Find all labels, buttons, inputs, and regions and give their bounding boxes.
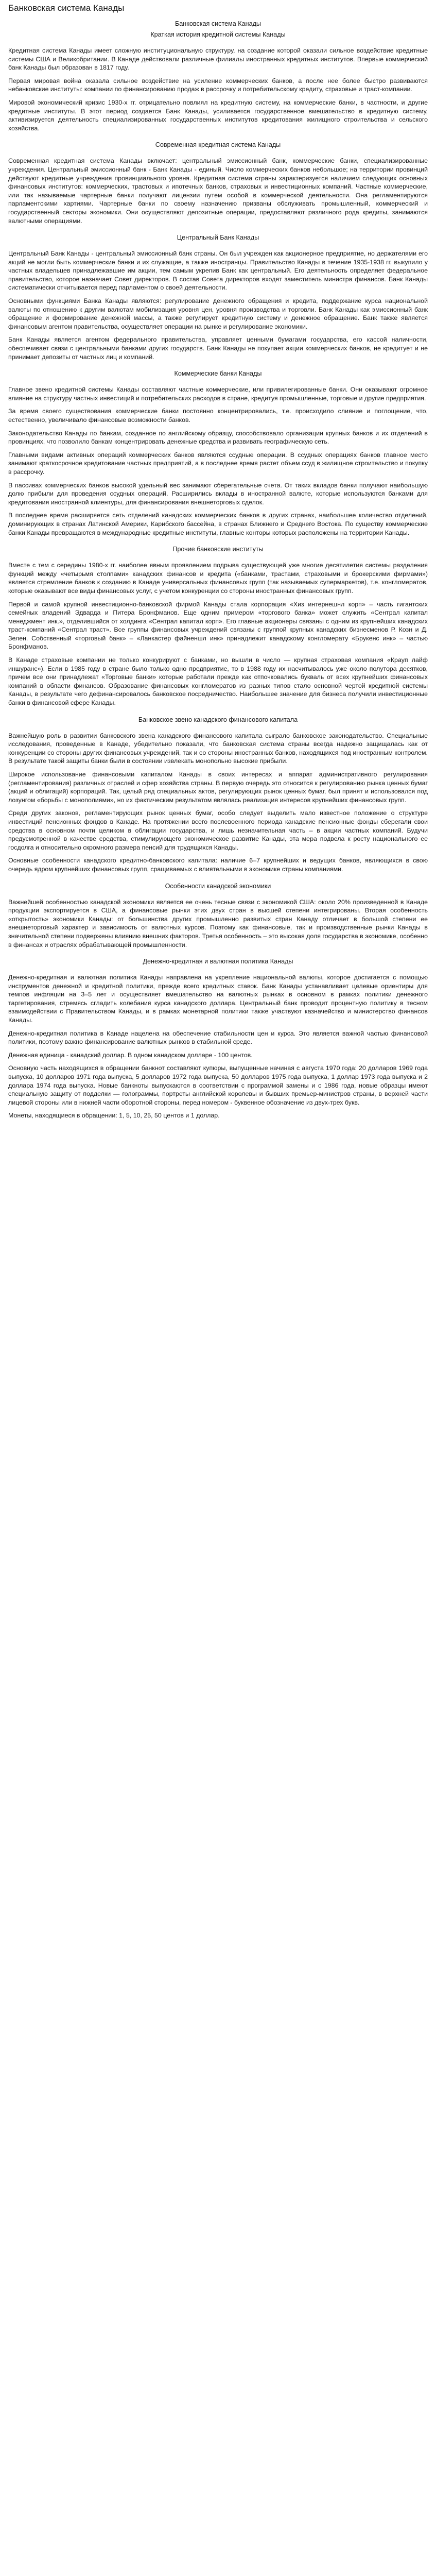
section xyxy=(8,957,428,1120)
document-title: Банковская система Канады xyxy=(8,3,125,13)
paragraph: За время своего существования коммерческие банки постоянно концентрировались, т.е. происходило слияние и поглощение, что, естественно, увеличивало финансовые возможности банков. xyxy=(8,408,428,423)
paragraph: Широкое использование финансовыми капиталом Канады в своих интересах и аппарат административного регулирования (регламентирования) различных отраслей и сфер хозяйства страны. В первую очередь это относится к регулированию рынка ценных бумаг (акций и облигаций) корпораций. Так, целый ряд специальных актов, регулирующих рынок ценных бумаг, был принят и использовался под лозунгом «борьбы с монополиями», но их фактическим результатом являлась реализация интересов крупнейших финансовых групп. xyxy=(8,771,428,804)
paragraph: Мировой экономический кризис 1930-х гг. отрицательно повлиял на кредитную систему, на коммерческие банки, в частности, и другие кредитные институты. В этот период создается Банк Канады, усиливается государственное вмешательство в кредитную систему, активизируется деятельность специализированных государственных институтов кредитования жилищного строительства и сельского хозяйства. xyxy=(8,98,428,132)
paragraph: Основными функциями Банка Канады являются: регулирование денежного обращения и кредита, поддержание курса национальной валюты по отношению к другим валютам мобилизация уровня цен, уровня производства и торговли. Банк Канады как эмиссионный банк обращение и формирование денежной массы, а также регулирует кредитную систему и денежное обращение. Банк также является финансовым агентом правительства, осуществляет операции на рынке и регулирование экономики. xyxy=(8,297,428,330)
paragraph: Центральный Банк Канады - центральный эмиссионный банк страны. Он был учрежден как акционерное предприятие, но держателями его акций не могли быть коммерческие банки и их служащие, а также иностранцы. Правительство Канады в течение 1935-1938 гг. выкупило у частных владельцев принадлежавшие им акции, тем самым укрепив Банк как центральный. Его деятельность определяет федеральное правительство, которое назначает Совет директоров. В состав Совета директоров входят заместитель министра финансов. Банк Канады систематически отчитывается перед парламентом о своей деятельности. xyxy=(8,250,428,292)
paragraph: Кредитная система Канады имеет сложную институциональную структуру, на создание которой оказали сильное воздействие кредитные системы США и Великобритании. В Канаде действовали различные филиалы иностранных кредитных институтов. Впервые коммерческий банк Канады был образован в 1817 году. xyxy=(8,47,428,72)
section xyxy=(8,716,428,874)
paragraph: Денежно-кредитная и валютная политика Канады направлена на укрепление национальной валюты, которое достигается с помощью инструментов денежной и кредитной политики, прежде всего кредитных ставок. Банк Канады устанавливает целевые ориентиры для темпов инфляции на 3–5 лет и осуществляет вмешательство на валютных рынках в основном в рамках политики денежного таргетирования, стремясь сгладить колебания курса канадского доллара. Центральный банк проводит процентную политику в тесном взаимодействии с Правительством Канады, и в рамках монетарной политики также участвуют казначейство и министерство финансов Канады. xyxy=(8,974,428,1024)
section-title: Центральный Банк Канады xyxy=(177,234,259,242)
section-title: Современная кредитная система Канады xyxy=(155,141,281,149)
paragraph: В Канаде страховые компании не только конкурируют с банками, но вышли в число — крупная страховая компания «Крауп лайф иншуранс»). Если в 1985 году в стране было только одно предприятие, то в 1988 году их насчитывалось уже около полутора десятков, причем все они принадлежат «Торговые банки» которые работали прежде как отпочковались букваль от всех крупнейших финансовых компаний в области финансов. Образование финансовых конгломератов из разных типов стало основной чертой кредитной системы Канады, в результате чего дефинансировалось банковское посредничество. Наибольшее значение для бизнеса получили инвестиционные банки в финансовой сфере Канады. xyxy=(8,656,428,707)
paragraph: Современная кредитная система Канады включает: центральный эмиссионный банк, коммерческие банки, специализированные учреждения. Центральный эмиссионный банк - Банк Канады - единый. Число коммерческих банков небольшое; на территории провинций действуют кредитные учреждения провинциального уровня. Кредитная система страны характеризуется наличием следующих основных финансовых институтов: коммерческих, трастовых и ипотечных банков, страховых и инвестиционных компаний. Частные коммерческие, или так называемые чартерные банки получают лицензии путем особой в коммерческой деятельности. Она регламентируются парламентскими хартиями. Чартерные банки по своему назначению призваны обслуживать промышленный, коммерческий и государственный секторы экономики. Они осуществляют депозитные операции, предоставляют различного рода кредиты, занимаются валютными операциями. xyxy=(8,157,428,225)
paragraph: Денежная единица - канадский доллар. В одном канадском долларе - 100 центов. xyxy=(8,1051,253,1059)
paragraph: Главными видами активных операций коммерческих банков являются ссудные операции. В ссудных операциях банков главное место занимают краткосрочное кредитование частных предприятий, а в последнее время растет объем ссуд в жилищное строительство и покупку в рассрочку. xyxy=(8,451,428,476)
section-title: Коммерческие банки Канады xyxy=(174,370,262,378)
section xyxy=(8,46,428,132)
section-title: Особенности канадской экономики xyxy=(165,882,271,890)
section-title: Денежно-кредитная и валютная политика Канады xyxy=(143,958,293,965)
paragraph: Первая мировая война оказала сильное воздействие на усиление коммерческих банков, а после нее более быстро развиваются небанковские институты: компании по финансированию продаж в рассрочку и потребительскому кредиту, страховые и траст-компании. xyxy=(8,77,428,93)
paragraph: Законодательство Канады по банкам, созданное по английскому образцу, способствовало организации крупных банков и их отделений в провинциях, что позволило банкам концентрировать денежные средства и развивать географическую сеть. xyxy=(8,429,428,446)
paragraph: Важнейшей особенностью канадской экономики является ее очень тесные связи с экономикой США: около 20% произведенной в Канаде продукции экспортируется в США, а финансовые рынки этих двух стран в высшей степени интегрированы. Вторая особенность «открытость» экономики Канады: от большинства других промышленно развитых стран Канаду отличает в большой степени ее внешнеторговый характер и зависимость от валютных курсов. Поэтому как финансовые, так и производственные рынки Канады в значительной степени подвержены влиянию внешних факторов. Третья особенность – это высокая доля государства в экономике, особенно в финансах и отраслях обрабатывающей промышленности. xyxy=(8,898,428,948)
paragraph: Основные особенности канадского кредитно-банковского капитала: наличие 6–7 крупнейших и ведущих банков, являющихся в свою очередь ядром крупнейших финансовых групп, сращиваемых с влиятельными в экономике страны компаниями. xyxy=(8,857,428,873)
section xyxy=(8,233,428,361)
section xyxy=(8,369,428,537)
paragraph: Банк Канады является агентом федерального правительства, управляет ценными бумагами государства, его кассой наличности, обеспечивает связи с центральными банками других государств. Банк Канады не покупает акции коммерческих банков, не кредитует и не принимает депозиты от частных лиц и компаний. xyxy=(8,336,428,361)
section-title: Банковское звено канадского финансового капитала xyxy=(138,716,298,723)
section xyxy=(8,545,428,707)
paragraph: Среди других законов, регламентирующих рынок ценных бумаг, особо следует выделить мало известное положение о структуре инвестиций пенсионных фондов в Канаде. На протяжении всего послевоенного периода канадские пенсионные фонды сберегали свои средства в основном почти целиком в облигации государства, и лишь незначительная часть – в акции частных компаний. Будучи предусмотренной в качестве средства, стимулирующего экономическое развитие Канады, эта мера подвела к росту национального ее госдолга и относительно скромного размера пенсий для трудящихся Канады. xyxy=(8,809,428,851)
paragraph: Монеты, находящиеся в обращении: 1, 5, 10, 25, 50 центов и 1 доллар. xyxy=(8,1112,220,1120)
article-subtitle: Краткая история кредитной системы Канады xyxy=(150,31,286,38)
paragraph: Первой и самой крупной инвестиционно-банковской фирмой Канады стала корпорация «Хиз интернешнл корп» – часть гигантских семейных владений Эдварда и Питера Бронфманов. Еще одним примером «торгового банка» может служить «Сентрал капитал менеджмент инк.», отделившийся от холдинга «Сентрал капитал корп». Его главные акционеры связаны с одним из крупнейших канадских траст-компаний «Сентрал траст». Все группы финансовых учреждений связаны с группой крупных канадских бизнесменов Р. Козн и Д. Зелен. Собственный «торговый банк» – «Ланкастер файненшл инк» принадлежит канадскому конгломерату «Брукенс инк» – частью Бронфманов. xyxy=(8,600,428,651)
paragraph: Денежно-кредитная политика в Канаде нацелена на обеспечение стабильности цен и курса. Это является важной частью финансовой политики, поэтому важно финансирование валютных рынков в стабильной среде. xyxy=(8,1029,428,1046)
section xyxy=(8,882,428,950)
paragraph: Важнейшую роль в развитии банковского звена канадского финансового капитала сыграло банковское законодательство. Специальные исследования, проведенные в Канаде, убедительно показали, что банковская система страны всегда надежно защищалась как от конкуренции со стороны других финансовых учреждений, так и со стороны иностранных банков, находящихся под иностранным контролем. В результате такой защиты банки были в состоянии извлекать монопольно высокие прибыли. xyxy=(8,732,428,765)
article-body xyxy=(8,46,428,1120)
section xyxy=(8,141,428,225)
paragraph: В последнее время расширяется сеть отделений канадских коммерческих банков в других странах, наибольшее количество отделений, доминирующих в странах Латинской Америки, Карибского бассейна, в странах Ближнего и Среднего Востока. По существу коммерческие банки Канады превращаются в международные кредитные институты, главные конторы которых расположены на территории Канады. xyxy=(8,512,428,536)
article-title: Банковская система Канады xyxy=(175,20,261,27)
paragraph: Основную часть находящихся в обращении банкнот составляют купюры, выпущенные начиная с августа 1970 года: 20 долларов 1969 года выпуска, 10 долларов 1971 года выпуска, 5 долларов 1972 года выпуска, 50 долларов 1975 года выпуска, 1 доллар 1973 года выпуска и 2 доллара 1974 года выпуска. Новые банкноты выпускаются в соответствии с программой замены и с 1986 года, новые образцы имеют специальную защиту от подделки — голограммы, портреты английской королевы и бывших премьер-министров страны, в верхней части лицевой стороны или в нижней части оборотной стороны, перед номером - буквенное обозначение из двух-трех букв. xyxy=(8,1064,428,1106)
section-title: Прочие банковские институты xyxy=(172,546,264,553)
paragraph: Главное звено кредитной системы Канады составляют частные коммерческие, или привилегированные банки. Они оказывают огромное влияние на структуру частных инвестиций и потребительских расходов в стране, кредитуя промышленные, торговые и другие предприятия. xyxy=(8,386,428,402)
paragraph: Вместе с тем с середины 1980-х гг. наиболее явным проявлением подрыва существующей уже многие десятилетия системы разделения функций между «четырьмя столпами» канадских финансов и кредита («банками, трастами, страховыми и брокерскими фирмами») является стремление банков к созданию в Канаде универсальных финансовых групп (так называемых супермаркетов), т.е. конгломератов, которые оказывают все виды финансовых услуг, с учетом конкуренции со стороны иностранных финансовых групп. xyxy=(8,562,428,595)
paragraph: В пассивах коммерческих банков высокой удельный вес занимают сберегательные счета. От таких вкладов банки получают наибольшую долю прибыли для проведения ссудных операций. Расширились вклады в иностранной валюте, которые используются банками для кредитования иностранной клиентуры, для финансирования внешнеторговых сделок. xyxy=(8,481,428,506)
document-page xyxy=(0,0,436,1131)
